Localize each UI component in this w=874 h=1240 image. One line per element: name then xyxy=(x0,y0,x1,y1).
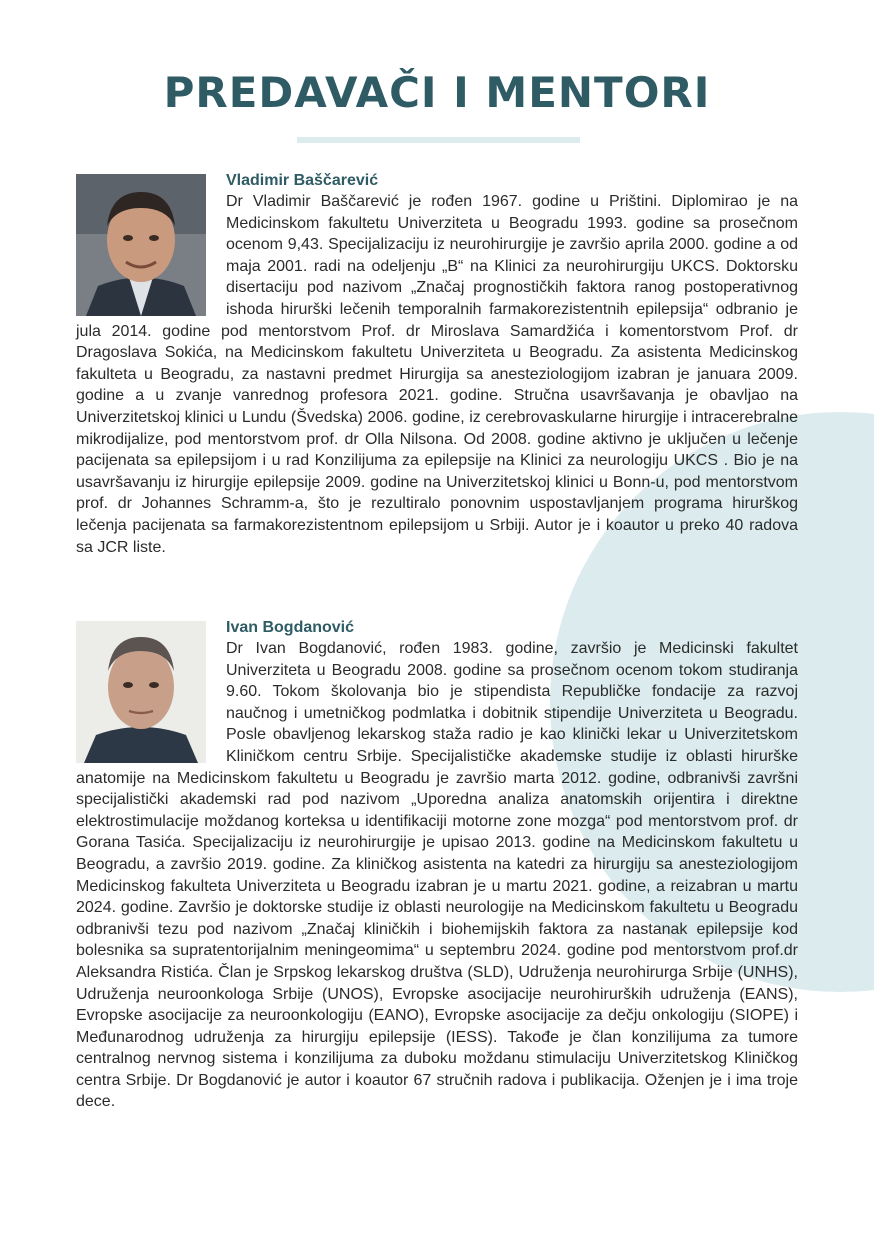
portrait-photo-icon xyxy=(76,621,206,763)
mentor-bio-bogdanovic xyxy=(76,617,798,1113)
portrait-photo-icon xyxy=(76,174,206,316)
title-underline xyxy=(297,137,580,143)
mentor-bio-text: Dr Ivan Bogdanović, rođen 1983. godine, završio je Medicinski fakultet Univerziteta u Beogradu 2008. godine sa prosečnom ocenom tokom studiranja 9.60. Tokom školovanja bio je stipendista Republičke fondacije za razvoj naučnog i umetničkog podmlatka i dobitnik stipendije Univerziteta u Beogradu. Posle obavljenog lekarskog staža radio je kao klinički lekar u Univerzitetskom Kliničkom centru Srbije. Specijalističke akademske studije iz oblasti hirurške anatomije na Medicinskom fakultetu u Beogradu je završio marta 2012. godine, odbranivši završni specijalistički akademski rad pod nazivom „Uporedna analiza anatomskih orijentira i direktne elektrostimulacije moždanog korteksa u identifikaciji motorne zone mozga“ pod mentorstvom prof. dr Gorana Tasića. Specijalizaciju iz neurohirurgije je upisao 2013. godine na Medicinskom fakultetu u Beogradu, a završio 2019. godine. Za kliničkog asistenta na katedri za hirurgiju sa anesteziologijom Medicinskog fakulteta Univerziteta u Beogradu izabran je u martu 2021. godine, a reizabran u martu 2024. godine. Završio je doktorske studije iz oblasti neurologije na Medicinskom fakultetu u Beogradu odbranivši tezu pod nazivom „Značaj kliničkih i biohemijskih faktora za nastanak epilepsije kod bolesnika sa supratentorijalnim meningeomima“ u septembru 2024. godine pod mentorstvom prof.dr Aleksandra Ristića. Član je Srpskog lekarskog društva (SLD), Udruženja neurohirurga Srbije (UNHS), Udruženja neuroonkologa Srbije (UNOS), Evropske asocijacije neurohirurških udruženja (EANS), Evropske asocijacije za neuroonkologiju (EANO), Evropske asocijacije za dečju onkologiju (SIOPE) i Međunarodnog udruženja za hirurgiju epilepsije (IESS). Takođe je član konzilijuma za tumore centralnog nervnog sistema i konzilijuma za duboku moždanu stimulaciju Univerzitetskog Kliničkog centra Srbije. Dr Bogdanović je autor i koautor 67 stručnih radova i publikacija. Oženjen je i ima troje dece. xyxy=(76,640,798,1111)
mentor-name: Vladimir Baščarević xyxy=(226,172,379,189)
mentor-bio-bascarevic xyxy=(76,170,798,558)
mentor-photo xyxy=(76,621,206,763)
mentor-name: Ivan Bogdanović xyxy=(226,619,355,636)
mentor-bio-text: Dr Vladimir Baščarević je rođen 1967. godine u Prištini. Diplomirao je na Medicinskom fakultetu Univerziteta u Beogradu 1993. godine sa prosečnom ocenom 9,43. Specijalizaciju iz neurohirurgije je završio aprila 2000. godine a od maja 2001. radi na odeljenju „B“ na Klinici za neurohirurgiju UKCS. Doktorsku disertaciju pod nazivom „Značaj prognostičkih faktora ranog postoperativnog ishoda hirurški lečenih temporalnih farmakorezistentnih epilepsija“ odbranio je jula 2014. godine pod mentorstvom Prof. dr Miroslava Samardžića i komentorstvom Prof. dr Dragoslava Sokića, na Medicinskom fakultetu Univerziteta u Beogradu. Za asistenta Medicinskog fakulteta u Beogradu, za nastavni predmet Hirurgija sa anesteziologijom izabran je januara 2009. godine a u zvanje vanrednog profesora 2021. godine. Stručna usavršavanja je obavljao na Univerzitetskoj klinici u Lundu (Švedska) 2006. godine, iz cerebrovaskularne hirurgije i intracerebralne mikrodijalize, pod mentorstvom prof. dr Olla Nilsona. Od 2008. godine aktivno je uključen u lečenje pacijenata sa epilepsijom i u rad Konzilijuma za epilepsije na Klinici za neurologiju UKCS . Bio je na usavršavanju iz hirurgije epilepsije 2009. godine na Univerzitetskoj klinici u Bonn-u, pod mentorstvom prof. dr Johannes Schramm-a, što je rezultiralo ponovnim uspostavljanjem programa hirurškog lečenja pacijenata sa farmakorezistentnom epilepsijom u Srbiji. Autor je i koautor u preko 40 radova sa JCR liste. xyxy=(76,193,798,556)
page-title: PREDAVAČI I MENTORI xyxy=(163,68,711,117)
mentor-photo xyxy=(76,174,206,316)
